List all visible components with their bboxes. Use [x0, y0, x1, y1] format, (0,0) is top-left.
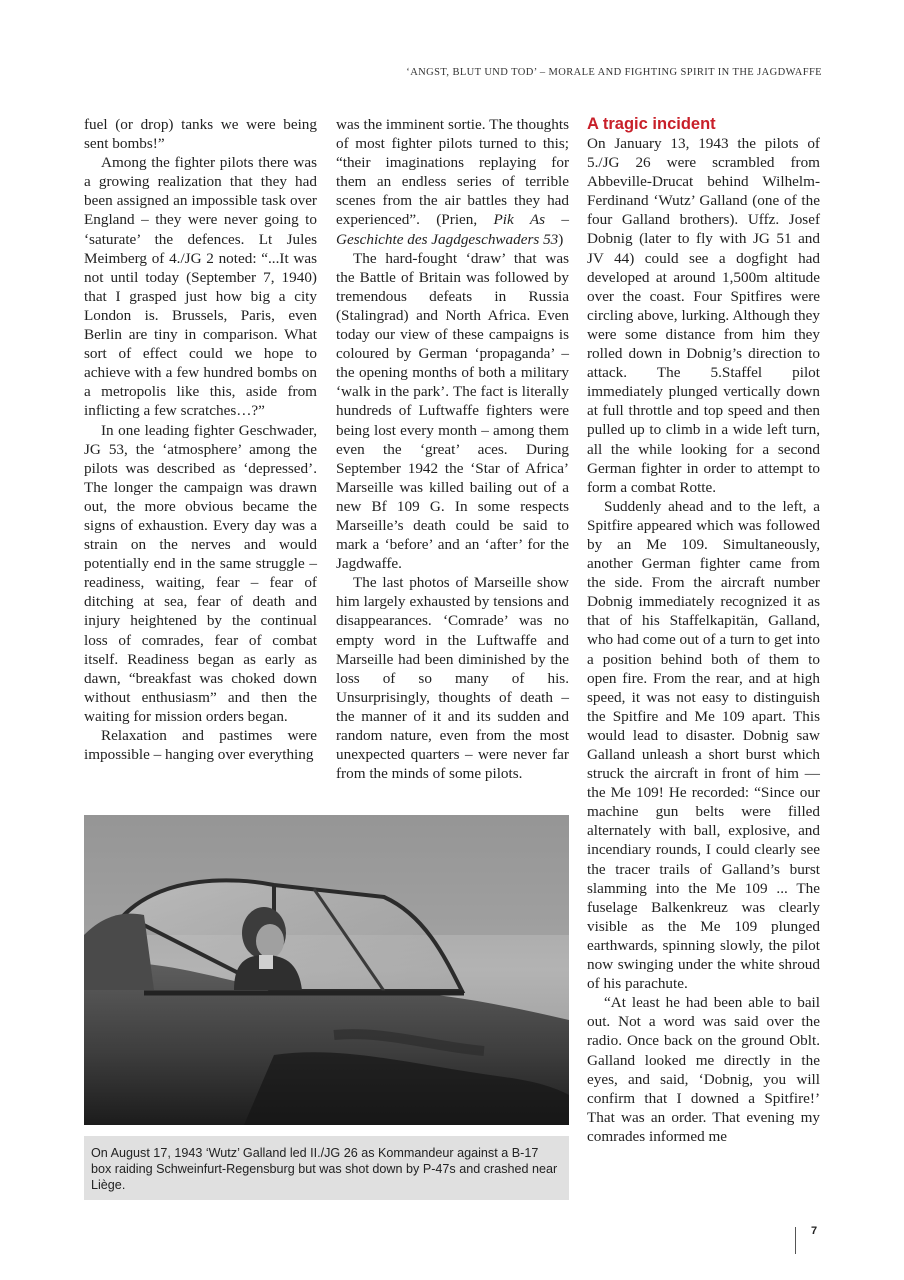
photo-image [84, 815, 569, 1125]
page-number: 7 [811, 1225, 818, 1237]
photo-caption: On August 17, 1943 ‘Wutz’ Galland led II./JG 26 as Kommandeur against a B-17 box raiding Schweinfurt-Regensburg but was shot down by P-47s and crashed near Liège. [84, 1136, 569, 1200]
paragraph: On January 13, 1943 the pilots of 5./JG 26 were scrambled from Abbeville-Drucat behind Wilhelm-Ferdinand ‘Wutz’ Galland (one of the four Galland brothers). Uffz. Josef Dobnig (later to fly with JG 51 and JV 44) could see a dogfight had developed at around 1,500m altitude over the coast. Four Spitfires were circling above, lurking. Although they were some distance from him they rolled down in Dobnig’s direction to attack. The 5.Staffel pilot immediately plunged vertically down at full throttle and top speed and then pulled up to climb in a wide left turn, all the while looking for a second German fighter in order to attempt to form a combat Rotte. [587, 135, 820, 496]
folio-divider [795, 1227, 796, 1254]
cockpit-photograph [84, 815, 569, 1125]
running-header: ‘ANGST, BLUT UND TOD’ – MORALE AND FIGHTING SPIRIT IN THE JAGDWAFFE [406, 67, 822, 78]
paragraph: Relaxation and pastimes were impossible – hanging over everything [84, 727, 317, 764]
paragraph-end: ) [558, 230, 564, 248]
paragraph: The last photos of Marseille show him largely exhausted by tensions and disappearances. ‘Comrade’ was no empty word in the Luftwaffe and Marseille had been diminished by the loss of so many of his. Unsurprisingly, thoughts of death – the manner of it and its sudden and random nature, even from the most unexpected quarters – were never far from the minds of some pilots. [336, 574, 569, 783]
book-title: Pik As – Geschichte des Jagdgeschwaders 53 [336, 211, 569, 248]
text-column-2 [336, 115, 569, 783]
paragraph-text: was the imminent sortie. The thoughts of most fighter pilots turned to this; “their imaginations replaying for them an endless series of terrible scenes from the air battles they had experienced”. (Prien, [336, 116, 569, 229]
paragraph: “At least he had been able to bail out. Not a word was said over the radio. Once back on the ground Oblt. Galland looked me directly in the eyes, and said, ‘Dobnig, you will confirm that I downed a Spitfire!’ That was an order. That evening my comrades informed me [587, 994, 820, 1145]
text-column-1 [84, 115, 317, 764]
text-column-3 [587, 115, 820, 1146]
paragraph: Among the fighter pilots there was a growing realization that they had been assigned an impossible task over England – they were never going to ‘saturate’ the defences. Lt Jules Meimberg of 4./JG 2 noted: “...It was not until today (September 7, 1940) that I grasped just how big a city London is. Brussels, Paris, even Berlin are tiny in comparison. What sort of effect could we hope to achieve with a few hundred bombs on a metropolis like this, aside from inflicting a few scratches…?” [84, 154, 317, 420]
paragraph: The hard-fought ‘draw’ that was the Battle of Britain was followed by tremendous defeats in Russia (Stalingrad) and North Africa. Even today our view of these campaigns is coloured by German ‘propaganda’ – the opening months of both a military ‘walk in the park’. The fact is literally hundreds of Luftwaffe fighters were being lost every month – among them even the ‘great’ aces. During September 1942 the ‘Star of Africa’ Marseille was killed bailing out of a new Bf 109 G. In some respects Marseille’s death could be said to mark a ‘before’ and an ‘after’ for the Jagdwaffe. [336, 249, 569, 573]
paragraph: Suddenly ahead and to the left, a Spitfire appeared which was followed by an Me 109. Simultaneously, another German fighter came from the side. From the aircraft number Dobnig immediately recognized it as that of his Staffelkapitän, Galland, who had come out of a turn to get into a position behind both of them to open fire. From the rear, and at high speed, it was not easy to distinguish the Spitfire and Me 109 apart. This would lead to disaster. Dobnig saw Galland unleash a short burst which struck the aircraft in front of him — the Me 109! He recorded: “Since our machine gun belts were filled alternately with ball, explosive, and incendiary rounds, I could clearly see the tracer trails of Galland’s burst slamming into the Me 109 ... The fuselage Balkenkreuz was clearly visible as the Me 109 plunged earthwards, spinning slowly, the pilot now swinging under the white shroud of his parachute. [587, 497, 820, 993]
paragraph: fuel (or drop) tanks we were being sent bombs!” [84, 116, 317, 153]
section-heading: A tragic incident [587, 115, 716, 133]
paragraph: In one leading fighter Geschwader, JG 53, the ‘atmosphere’ among the pilots was described as ‘depressed’. The longer the campaign was drawn out, the more obvious became the signs of exhaustion. Every day was a strain on the nerves and would potentially end in the same struggle – readiness, waiting, fear – fear of ditching at sea, fear of death and injury heightened by the continual loss of comrades, fear of combat itself. Readiness began as early as dawn, “breakfast was choked down without enthusiasm” and then the waiting for mission orders began. [84, 421, 317, 725]
paragraph [336, 115, 569, 249]
